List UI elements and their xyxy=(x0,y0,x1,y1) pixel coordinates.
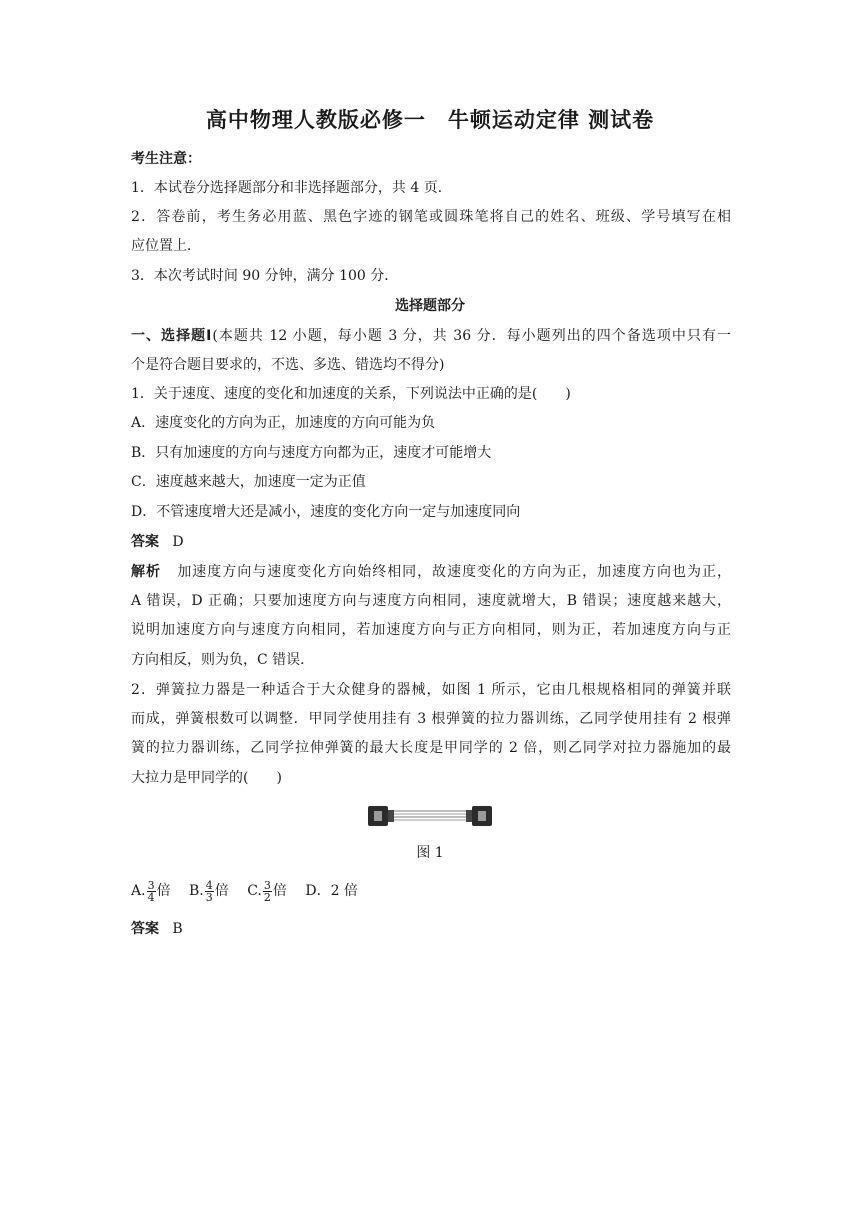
q2-option-d: D．2 倍 xyxy=(305,883,358,899)
q1-analysis-line-1 xyxy=(131,562,731,582)
q2-option-a xyxy=(131,878,171,904)
q1-analysis-line-4: 方向相反，则为负，C 错误． xyxy=(131,652,315,668)
q2-option-c-suffix: 倍 xyxy=(272,883,287,899)
q2-option-b-suffix: 倍 xyxy=(214,883,229,899)
q1-option-c: C．速度越来越大，加速度一定为正值 xyxy=(131,474,366,490)
section-title: 选择题部分 xyxy=(395,298,465,314)
q2-stem-line-1: 2．弹簧拉力器是一种适合于大众健身的器械，如图 1 所示，它由几根规格相同的弹簧并联 xyxy=(131,682,731,698)
q2-option-b-prefix: B. xyxy=(189,883,204,899)
q2-stem-line-2: 而成，弹簧根数可以调整．甲同学使用挂有 3 根弹簧的拉力器训练，乙同学使用挂有 2 根弹 xyxy=(131,711,731,727)
q2-answer-value: B xyxy=(172,921,183,937)
q1-answer xyxy=(131,532,731,552)
q2-option-a-denominator: 4 xyxy=(147,890,155,904)
q2-option-c-denominator: 2 xyxy=(263,890,271,904)
q2-answer-label: 答案 xyxy=(131,921,159,937)
notice-item-3: 3．本次考试时间 90 分钟，满分 100 分． xyxy=(131,268,399,284)
q2-option-c-fraction xyxy=(263,880,272,903)
q1-analysis-label: 解析 xyxy=(131,564,161,580)
q2-stem-line-4: 大拉力是甲同学的( ) xyxy=(131,770,282,786)
q2-option-a-fraction xyxy=(147,880,156,903)
q1-stem: 1．关于速度、速度的变化和加速度的关系，下列说法中正确的是( ) xyxy=(131,386,571,402)
q2-option-a-prefix: A. xyxy=(131,883,146,899)
q2-option-b xyxy=(189,878,229,904)
q2-option-b-numerator: 4 xyxy=(205,878,213,892)
q2-option-c xyxy=(247,878,287,904)
q2-options xyxy=(131,876,731,906)
q2-option-b-denominator: 3 xyxy=(205,890,213,904)
part1-line-1 xyxy=(131,326,731,346)
q1-analysis-line-3: 说明加速度方向与速度方向相同，若加速度方向与正方向相同，则为正，若加速度方向与正 xyxy=(131,622,731,638)
q2-option-b-fraction xyxy=(205,880,214,903)
notice-item-2-line-1: 2．答卷前，考生务必用蓝、黑色字迹的钢笔或圆珠笔将自己的姓名、班级、学号填写在相 xyxy=(131,209,731,225)
part1-desc-1: (本题共 12 小题，每小题 3 分，共 36 分．每小题列出的四个备选项中只有一 xyxy=(212,328,731,344)
q1-answer-label: 答案 xyxy=(131,534,159,550)
part1-desc-2: 个是符合题目要求的，不选、多选、错选均不得分) xyxy=(131,357,445,373)
q1-answer-value: D xyxy=(172,534,184,550)
notice-item-2-line-2: 应位置上． xyxy=(131,238,201,254)
q2-option-a-numerator: 3 xyxy=(147,878,155,892)
figure-caption: 图 1 xyxy=(416,845,444,861)
q1-option-b: B．只有加速度的方向与速度方向都为正，速度才可能增大 xyxy=(131,445,492,461)
notice-heading: 考生注意： xyxy=(131,151,201,167)
q2-option-c-numerator: 3 xyxy=(263,878,271,892)
q2-stem-line-3: 簧的拉力器训练，乙同学拉伸弹簧的最大长度是甲同学的 2 倍，则乙同学对拉力器施加的最 xyxy=(131,740,731,756)
q2-answer xyxy=(131,919,731,939)
q1-analysis-text-1: 加速度方向与速度变化方向始终相同，故速度变化的方向为正，加速度方向也为正， xyxy=(177,564,731,580)
q2-option-a-suffix: 倍 xyxy=(156,883,171,899)
part1-label: 一、选择题Ⅰ xyxy=(131,328,213,344)
q1-analysis-line-2: A 错误，D 正确；只要加速度方向与速度方向相同，速度就增大，B 错误；速度越来越大， xyxy=(131,593,731,609)
notice-item-1: 1．本试卷分选择题部分和非选择题部分，共 4 页． xyxy=(131,180,452,196)
q1-option-d: D．不管速度增大还是减小，速度的变化方向一定与加速度同向 xyxy=(131,504,521,520)
spring-expander-figure xyxy=(366,803,494,829)
q1-option-a: A．速度变化的方向为正，加速度的方向可能为负 xyxy=(131,415,436,431)
q2-option-c-prefix: C. xyxy=(247,883,262,899)
page-title: 高中物理人教版必修一 牛顿运动定律 测试卷 xyxy=(205,108,655,132)
